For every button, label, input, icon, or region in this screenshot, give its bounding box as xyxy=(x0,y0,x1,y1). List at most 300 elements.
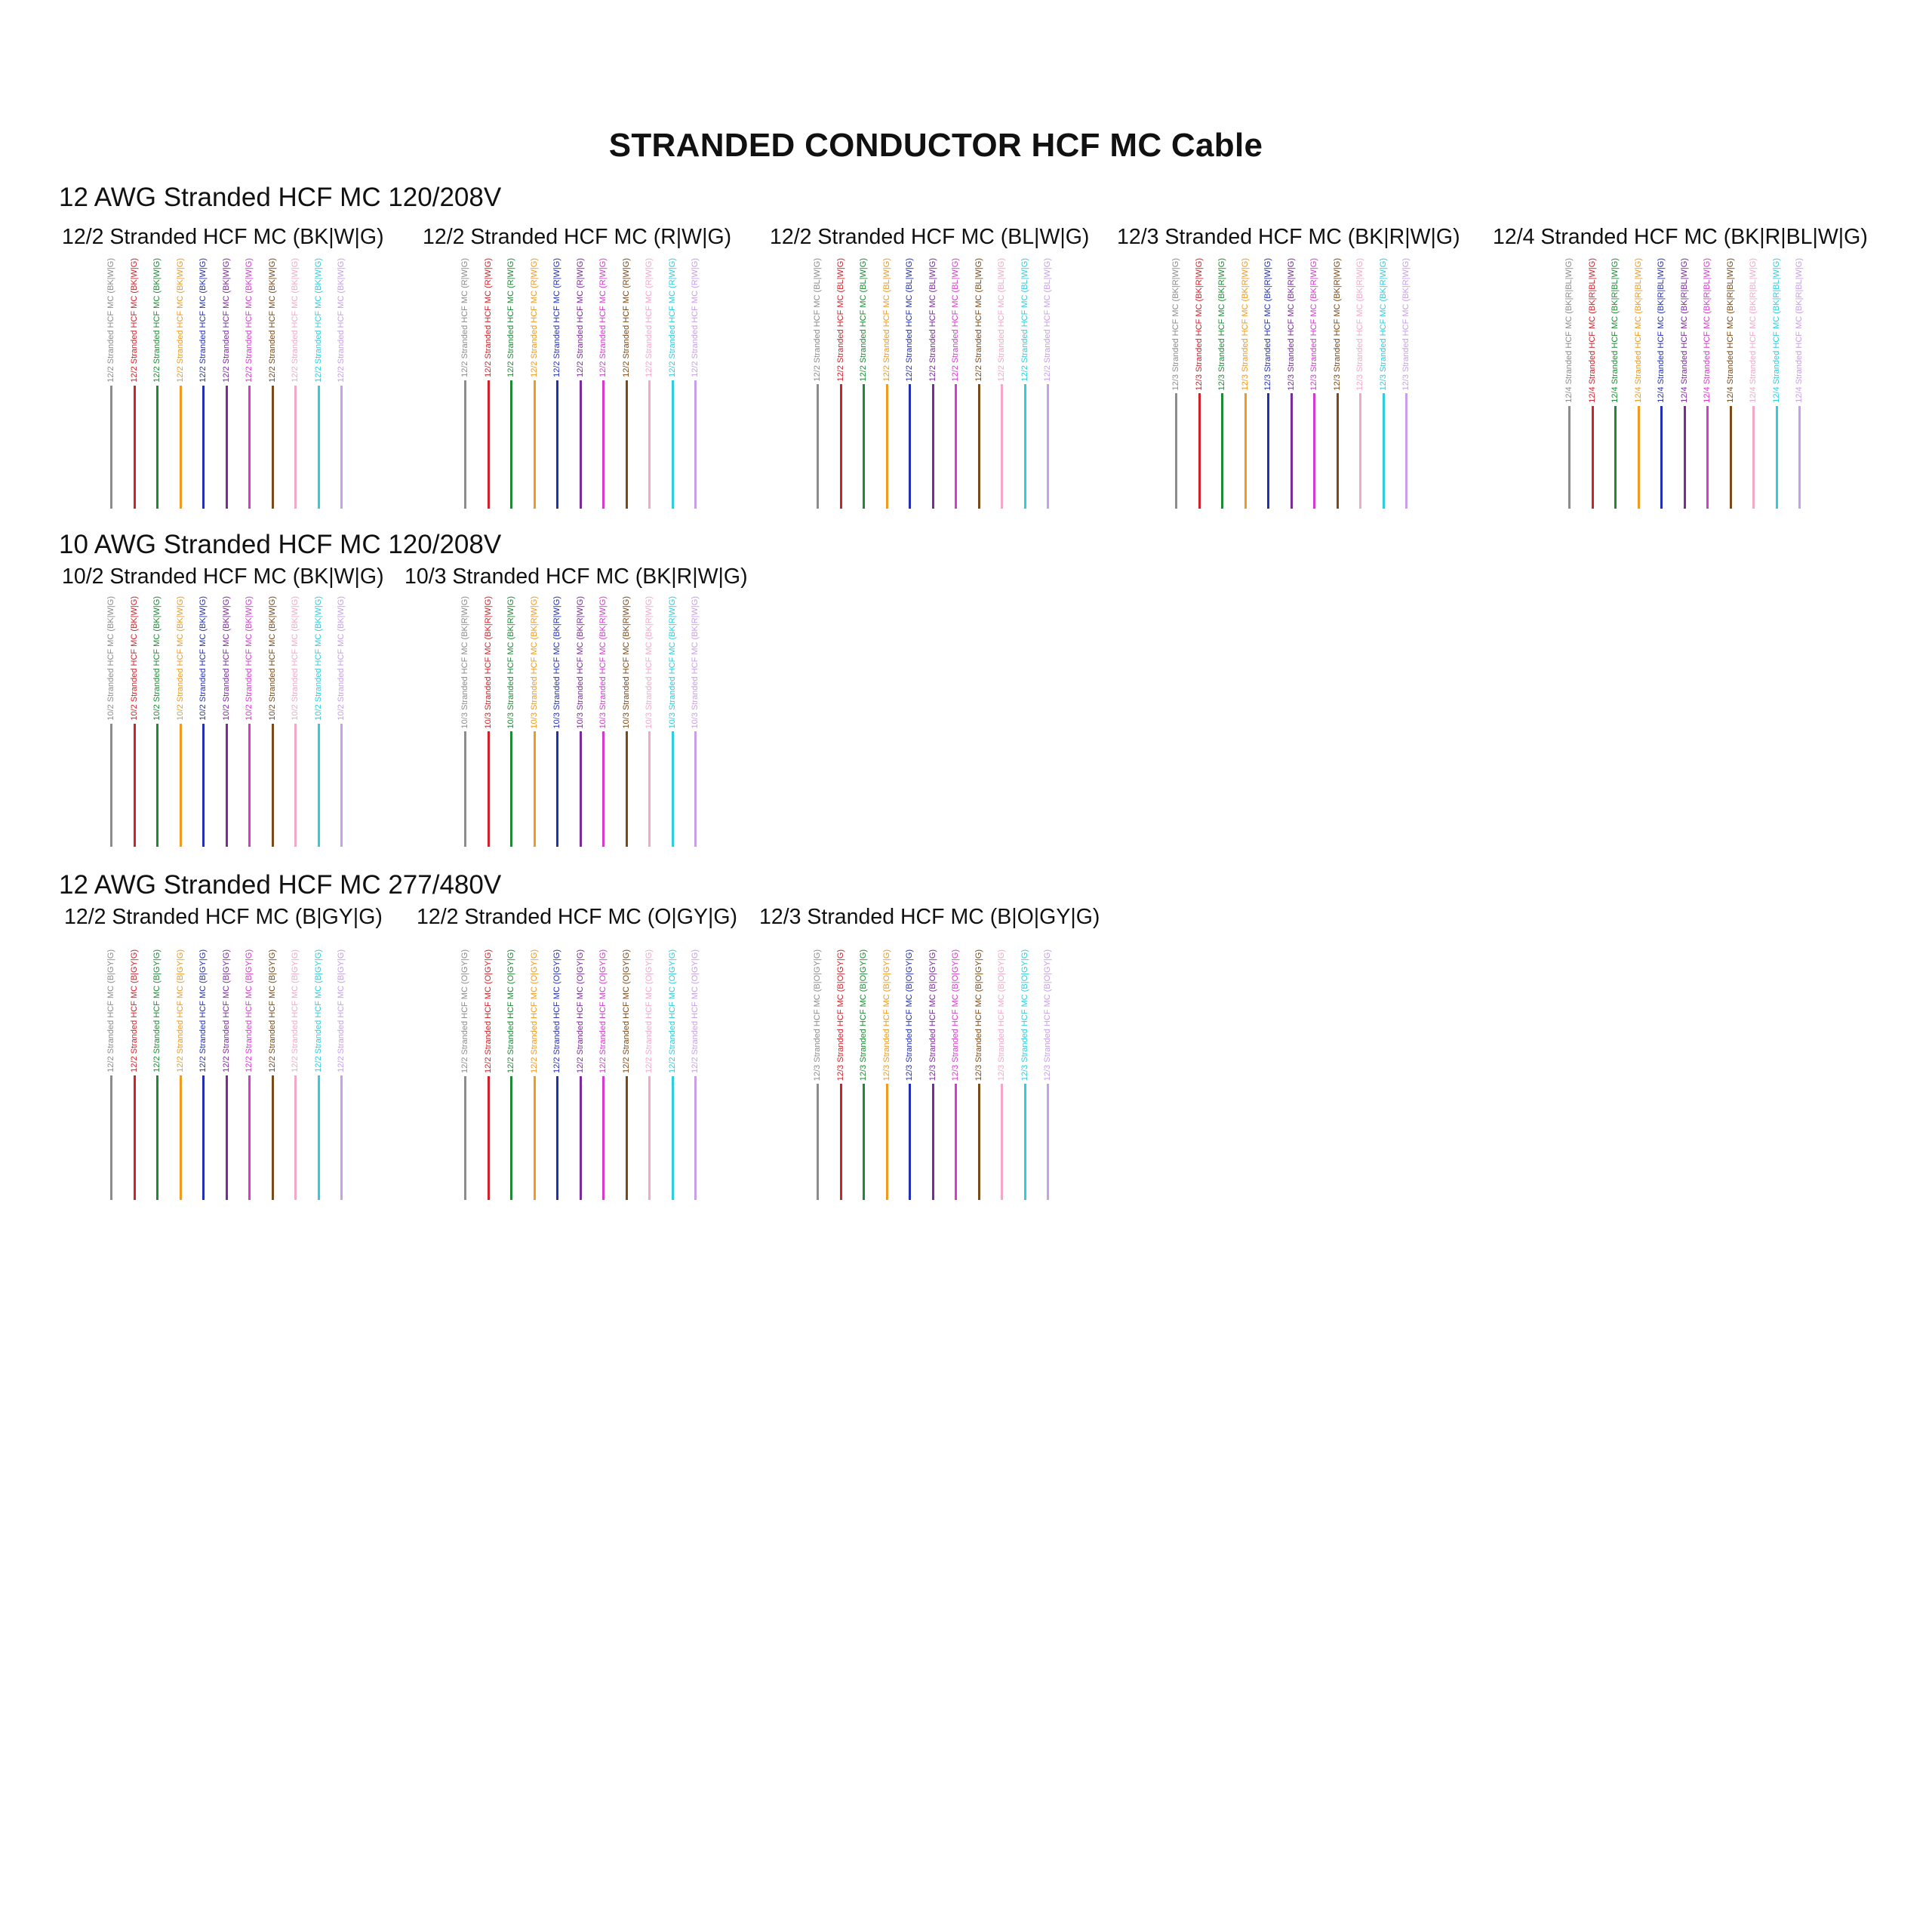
wire xyxy=(663,258,682,509)
wire-line xyxy=(648,1076,651,1200)
wire xyxy=(194,949,213,1200)
wire-line xyxy=(932,1084,934,1200)
wire-label: 10/3 Stranded HCF MC (BK|R|W|G) xyxy=(552,596,561,729)
wire-line xyxy=(510,1076,512,1200)
wire-label: 12/3 Stranded HCF MC (BK|R|W|G) xyxy=(1171,258,1180,391)
wire-line xyxy=(464,731,466,847)
wire xyxy=(263,596,282,847)
wire xyxy=(640,596,659,847)
wire-line xyxy=(1776,406,1778,509)
wire-label: 12/4 Stranded HCF MC (BK|R|BL|W|G) xyxy=(1611,258,1620,403)
wire xyxy=(571,596,590,847)
wire-label: 12/3 Stranded HCF MC (B|O|GY|G) xyxy=(928,949,937,1081)
wire-label: 12/2 Stranded HCF MC (B|GY|G) xyxy=(267,949,277,1072)
wire-label: 12/3 Stranded HCF MC (BK|R|W|G) xyxy=(1401,258,1411,391)
wire xyxy=(1190,258,1209,509)
wire-label: 12/3 Stranded HCF MC (BK|R|W|G) xyxy=(1355,258,1364,391)
wire-line xyxy=(294,386,297,509)
wire-label: 12/2 Stranded HCF MC (B|GY|G) xyxy=(152,949,162,1072)
wire xyxy=(332,596,351,847)
wire-line xyxy=(226,386,228,509)
wire-line xyxy=(886,1084,888,1200)
wire xyxy=(1374,258,1393,509)
wire-label: 12/3 Stranded HCF MC (B|O|GY|G) xyxy=(1043,949,1052,1081)
wire-line xyxy=(1244,393,1247,509)
wire-label: 12/2 Stranded HCF MC (R|W|G) xyxy=(621,258,631,377)
wire-label: 12/2 Stranded HCF MC (R|W|G) xyxy=(645,258,654,377)
wire-label: 12/2 Stranded HCF MC (B|GY|G) xyxy=(175,949,185,1072)
wire-label: 10/2 Stranded HCF MC (BK|W|G) xyxy=(152,596,162,721)
wire-label: 12/2 Stranded HCF MC (B|GY|G) xyxy=(291,949,300,1072)
wire-line xyxy=(1047,384,1049,509)
wire-line xyxy=(1660,406,1663,509)
wire xyxy=(1675,258,1694,509)
wire-label: 12/4 Stranded HCF MC (BK|R|BL|W|G) xyxy=(1771,258,1781,403)
wire xyxy=(1560,258,1579,509)
wire-line xyxy=(1798,406,1801,509)
wire-label: 12/3 Stranded HCF MC (B|O|GY|G) xyxy=(881,949,891,1081)
wire-label: 12/4 Stranded HCF MC (BK|R|BL|W|G) xyxy=(1657,258,1666,403)
wire xyxy=(525,258,544,509)
wire-label: 12/3 Stranded HCF MC (BK|R|W|G) xyxy=(1217,258,1226,391)
wire-label: 12/4 Stranded HCF MC (BK|R|BL|W|G) xyxy=(1633,258,1643,403)
wire xyxy=(900,258,919,509)
wire-label: 12/2 Stranded HCF MC (R|W|G) xyxy=(529,258,539,377)
wire xyxy=(1328,258,1347,509)
wire-line xyxy=(134,386,136,509)
wire-line xyxy=(510,731,512,847)
wire xyxy=(171,596,190,847)
wire-line xyxy=(1175,393,1177,509)
wire-line xyxy=(464,380,466,509)
wire-line xyxy=(248,724,251,847)
cable-label: 12/2 Stranded HCF MC (O|GY|G) xyxy=(417,905,738,929)
wire-line xyxy=(1638,406,1640,509)
wire-line xyxy=(318,1075,320,1200)
wire-line xyxy=(294,724,297,847)
wire-line xyxy=(1684,406,1686,509)
wire xyxy=(525,596,544,847)
wire-label: 12/2 Stranded HCF MC (BK|W|G) xyxy=(175,258,185,383)
wire xyxy=(1790,258,1809,509)
wire xyxy=(854,258,873,509)
wire xyxy=(148,949,167,1200)
wire-label: 12/3 Stranded HCF MC (B|O|GY|G) xyxy=(974,949,983,1081)
wire-label: 12/2 Stranded HCF MC (R|W|G) xyxy=(483,258,493,377)
wire xyxy=(309,596,328,847)
wire-line xyxy=(180,386,182,509)
wire-label: 10/2 Stranded HCF MC (BK|W|G) xyxy=(175,596,185,721)
wire-line xyxy=(909,1084,911,1200)
wire-label: 10/3 Stranded HCF MC (BK|R|W|G) xyxy=(460,596,469,729)
wire-label: 12/3 Stranded HCF MC (B|O|GY|G) xyxy=(1020,949,1029,1081)
wire-line xyxy=(1313,393,1315,509)
wire-label: 12/2 Stranded HCF MC (BK|W|G) xyxy=(245,258,254,383)
wire-line xyxy=(955,1084,957,1200)
wire-line xyxy=(1001,1084,1003,1200)
wire-label: 12/2 Stranded HCF MC (BK|W|G) xyxy=(221,258,231,383)
wire-line xyxy=(318,386,320,509)
wire-line xyxy=(817,384,819,509)
wire-label: 12/3 Stranded HCF MC (BK|R|W|G) xyxy=(1332,258,1342,391)
wire xyxy=(502,258,521,509)
wire-line xyxy=(534,1076,536,1200)
wire-label: 12/2 Stranded HCF MC (B|GY|G) xyxy=(337,949,346,1072)
wire xyxy=(1698,258,1717,509)
wire-line xyxy=(294,1075,297,1200)
wire-line xyxy=(1047,1084,1049,1200)
wire-label: 12/3 Stranded HCF MC (BK|R|W|G) xyxy=(1194,258,1204,391)
wire xyxy=(946,949,965,1200)
wire-label: 12/2 Stranded HCF MC (BK|W|G) xyxy=(152,258,162,383)
wire-label: 12/2 Stranded HCF MC (B|GY|G) xyxy=(245,949,254,1072)
wire xyxy=(102,258,121,509)
wire-label: 12/2 Stranded HCF MC (BL|W|G) xyxy=(974,258,983,382)
wire xyxy=(594,949,613,1200)
wire xyxy=(479,949,498,1200)
wire xyxy=(1236,258,1255,509)
wire-line xyxy=(672,380,674,509)
wire-label: 12/3 Stranded HCF MC (B|O|GY|G) xyxy=(835,949,845,1081)
wire-line xyxy=(134,1075,136,1200)
section-heading: 12 AWG Stranded HCF MC 120/208V xyxy=(59,183,502,212)
wire xyxy=(479,258,498,509)
wire xyxy=(992,949,1011,1200)
wire-line xyxy=(272,386,274,509)
wire-label: 12/2 Stranded HCF MC (R|W|G) xyxy=(552,258,561,377)
wire-label: 12/2 Stranded HCF MC (BL|W|G) xyxy=(905,258,914,382)
wire xyxy=(686,949,705,1200)
wire xyxy=(617,596,636,847)
wire-line xyxy=(156,724,158,847)
wire-label: 10/2 Stranded HCF MC (BK|W|G) xyxy=(221,596,231,721)
wire xyxy=(102,596,121,847)
wire-label: 12/4 Stranded HCF MC (BK|R|BL|W|G) xyxy=(1749,258,1758,403)
wire-label: 12/2 Stranded HCF MC (BK|W|G) xyxy=(198,258,208,383)
wire-line xyxy=(510,380,512,509)
cable-label: 10/2 Stranded HCF MC (BK|W|G) xyxy=(62,565,384,589)
wire xyxy=(217,949,236,1200)
wire-line xyxy=(626,380,628,509)
wire-line xyxy=(1405,393,1407,509)
wire-label: 12/2 Stranded HCF MC (BL|W|G) xyxy=(1043,258,1052,382)
wire-label: 12/2 Stranded HCF MC (O|GY|G) xyxy=(575,949,585,1074)
cable-label: 12/3 Stranded HCF MC (B|O|GY|G) xyxy=(759,905,1100,929)
wire-label: 12/2 Stranded HCF MC (BK|W|G) xyxy=(129,258,139,383)
wire-line xyxy=(1752,406,1755,509)
wire-line xyxy=(202,724,205,847)
wire-line xyxy=(648,731,651,847)
wire xyxy=(171,258,190,509)
wire xyxy=(1583,258,1602,509)
wire xyxy=(970,258,989,509)
wire-line xyxy=(817,1084,819,1200)
wire-line xyxy=(1337,393,1339,509)
wire-line xyxy=(340,386,343,509)
wire-label: 12/2 Stranded HCF MC (BL|W|G) xyxy=(951,258,960,382)
wire-line xyxy=(272,1075,274,1200)
wire xyxy=(900,949,919,1200)
wire-label: 12/3 Stranded HCF MC (B|O|GY|G) xyxy=(905,949,914,1081)
wire-line xyxy=(840,1084,842,1200)
wire-label: 12/2 Stranded HCF MC (BK|W|G) xyxy=(337,258,346,383)
wire-label: 10/3 Stranded HCF MC (BK|R|W|G) xyxy=(645,596,654,729)
section-heading: 10 AWG Stranded HCF MC 120/208V xyxy=(59,530,502,559)
wire xyxy=(1259,258,1278,509)
wire-label: 12/2 Stranded HCF MC (B|GY|G) xyxy=(129,949,139,1072)
wire-label: 12/2 Stranded HCF MC (BL|W|G) xyxy=(928,258,937,382)
wire-line xyxy=(110,386,112,509)
wire-label: 12/2 Stranded HCF MC (BK|W|G) xyxy=(291,258,300,383)
wire xyxy=(686,258,705,509)
wire xyxy=(878,949,897,1200)
wire-line xyxy=(648,380,651,509)
wire-label: 12/2 Stranded HCF MC (R|W|G) xyxy=(691,258,700,377)
wire-label: 12/2 Stranded HCF MC (BK|W|G) xyxy=(313,258,323,383)
wire xyxy=(571,258,590,509)
wire-label: 10/3 Stranded HCF MC (BK|R|W|G) xyxy=(598,596,608,729)
cable-label: 12/2 Stranded HCF MC (B|GY|G) xyxy=(64,905,383,929)
wire-line xyxy=(180,1075,182,1200)
wire-label: 12/3 Stranded HCF MC (BK|R|W|G) xyxy=(1240,258,1250,391)
wire xyxy=(970,949,989,1200)
wire-line xyxy=(1730,406,1732,509)
wire-label: 12/2 Stranded HCF MC (O|GY|G) xyxy=(483,949,493,1074)
wire xyxy=(617,258,636,509)
wire-line xyxy=(226,1075,228,1200)
wire xyxy=(854,949,873,1200)
wire-line xyxy=(694,731,697,847)
wire-label: 10/2 Stranded HCF MC (BK|W|G) xyxy=(198,596,208,721)
wire xyxy=(640,258,659,509)
wire xyxy=(286,596,305,847)
wire xyxy=(1397,258,1416,509)
wire xyxy=(663,596,682,847)
wire-line xyxy=(1221,393,1223,509)
wire-line xyxy=(863,1084,865,1200)
wire xyxy=(502,949,521,1200)
wire xyxy=(456,949,475,1200)
wire-label: 12/4 Stranded HCF MC (BK|R|BL|W|G) xyxy=(1679,258,1689,403)
wire-label: 12/3 Stranded HCF MC (BK|R|W|G) xyxy=(1378,258,1388,391)
wire-line xyxy=(488,380,490,509)
cable-label: 12/2 Stranded HCF MC (BL|W|G) xyxy=(770,225,1090,249)
wire-label: 12/2 Stranded HCF MC (R|W|G) xyxy=(575,258,585,377)
wire xyxy=(808,258,827,509)
wire xyxy=(286,258,305,509)
wire xyxy=(808,949,827,1200)
wire-label: 12/2 Stranded HCF MC (O|GY|G) xyxy=(645,949,654,1074)
wire-label: 12/2 Stranded HCF MC (O|GY|G) xyxy=(667,949,677,1074)
wire-label: 12/2 Stranded HCF MC (R|W|G) xyxy=(598,258,608,377)
wire xyxy=(1744,258,1763,509)
wire-line xyxy=(134,724,136,847)
wire-label: 12/4 Stranded HCF MC (BK|R|BL|W|G) xyxy=(1564,258,1574,403)
wire-line xyxy=(580,731,582,847)
wire-label: 12/2 Stranded HCF MC (BL|W|G) xyxy=(997,258,1006,382)
wire xyxy=(924,949,943,1200)
wire xyxy=(878,258,897,509)
wire xyxy=(663,949,682,1200)
wire xyxy=(240,949,259,1200)
wire-label: 12/2 Stranded HCF MC (B|GY|G) xyxy=(106,949,115,1072)
wire-label: 12/3 Stranded HCF MC (B|O|GY|G) xyxy=(997,949,1006,1081)
wire xyxy=(1351,258,1370,509)
wire xyxy=(286,949,305,1200)
wire-line xyxy=(488,1076,490,1200)
wire-line xyxy=(580,380,582,509)
wire-label: 12/3 Stranded HCF MC (BK|R|W|G) xyxy=(1286,258,1296,391)
wire-label: 12/4 Stranded HCF MC (BK|R|BL|W|G) xyxy=(1795,258,1804,403)
wire-label: 12/2 Stranded HCF MC (B|GY|G) xyxy=(221,949,231,1072)
wire-line xyxy=(955,384,957,509)
wire-line xyxy=(932,384,934,509)
wire-line xyxy=(202,1075,205,1200)
wire-line xyxy=(580,1076,582,1200)
wire xyxy=(1767,258,1786,509)
wire-line xyxy=(488,731,490,847)
wire-line xyxy=(626,731,628,847)
wire-line xyxy=(156,386,158,509)
wire-line xyxy=(248,386,251,509)
wire-label: 12/2 Stranded HCF MC (O|GY|G) xyxy=(506,949,515,1074)
cable-label: 12/3 Stranded HCF MC (BK|R|W|G) xyxy=(1117,225,1460,249)
wire-line xyxy=(840,384,842,509)
wire xyxy=(1305,258,1324,509)
wire-label: 12/2 Stranded HCF MC (R|W|G) xyxy=(667,258,677,377)
cable-label: 12/2 Stranded HCF MC (R|W|G) xyxy=(423,225,732,249)
wire-label: 12/2 Stranded HCF MC (R|W|G) xyxy=(460,258,469,377)
wire-label: 10/2 Stranded HCF MC (BK|W|G) xyxy=(106,596,115,721)
wire-line xyxy=(1267,393,1269,509)
wire-line xyxy=(672,731,674,847)
section-heading: 12 AWG Stranded HCF MC 277/480V xyxy=(59,870,502,900)
wire xyxy=(217,596,236,847)
wire-line xyxy=(863,384,865,509)
wire-line xyxy=(318,724,320,847)
wire xyxy=(502,596,521,847)
wire xyxy=(1721,258,1740,509)
wire xyxy=(102,949,121,1200)
wire xyxy=(1016,949,1035,1200)
wire-label: 12/4 Stranded HCF MC (BK|R|BL|W|G) xyxy=(1587,258,1597,403)
wire xyxy=(125,949,144,1200)
wire-label: 10/3 Stranded HCF MC (BK|R|W|G) xyxy=(691,596,700,729)
cable-label: 12/2 Stranded HCF MC (BK|W|G) xyxy=(62,225,384,249)
wire-line xyxy=(978,1084,980,1200)
wire-line xyxy=(1614,406,1617,509)
wire xyxy=(148,258,167,509)
wire xyxy=(194,596,213,847)
cable-label: 10/3 Stranded HCF MC (BK|R|W|G) xyxy=(405,565,748,589)
wire xyxy=(617,949,636,1200)
wire-label: 10/3 Stranded HCF MC (BK|R|W|G) xyxy=(483,596,493,729)
wire-line xyxy=(1359,393,1361,509)
wire-line xyxy=(226,724,228,847)
wire-line xyxy=(464,1076,466,1200)
wire xyxy=(125,258,144,509)
wire xyxy=(946,258,965,509)
wire-label: 10/3 Stranded HCF MC (BK|R|W|G) xyxy=(529,596,539,729)
wire xyxy=(594,258,613,509)
cable-label: 12/4 Stranded HCF MC (BK|R|BL|W|G) xyxy=(1493,225,1868,249)
wire-label: 10/2 Stranded HCF MC (BK|W|G) xyxy=(129,596,139,721)
wire-line xyxy=(1024,1084,1026,1200)
wire-line xyxy=(340,1075,343,1200)
wire-line xyxy=(1024,384,1026,509)
wire-label: 12/3 Stranded HCF MC (BK|R|W|G) xyxy=(1309,258,1318,391)
wire xyxy=(548,596,567,847)
wire-label: 10/2 Stranded HCF MC (BK|W|G) xyxy=(267,596,277,721)
wire xyxy=(479,596,498,847)
wire-line xyxy=(602,380,605,509)
wire xyxy=(1282,258,1301,509)
wire xyxy=(1038,949,1057,1200)
wire xyxy=(832,949,851,1200)
wire-label: 12/3 Stranded HCF MC (B|O|GY|G) xyxy=(813,949,822,1081)
wire-line xyxy=(340,724,343,847)
wire xyxy=(525,949,544,1200)
wire xyxy=(548,949,567,1200)
wire xyxy=(640,949,659,1200)
wire xyxy=(1629,258,1648,509)
wire xyxy=(1167,258,1186,509)
wire-label: 12/2 Stranded HCF MC (BL|W|G) xyxy=(881,258,891,382)
wire-label: 12/3 Stranded HCF MC (B|O|GY|G) xyxy=(859,949,868,1081)
wire xyxy=(1606,258,1625,509)
wire-line xyxy=(248,1075,251,1200)
wire-label: 10/2 Stranded HCF MC (BK|W|G) xyxy=(337,596,346,721)
wire xyxy=(309,258,328,509)
wire xyxy=(240,258,259,509)
wire-line xyxy=(110,1075,112,1200)
wire-label: 10/2 Stranded HCF MC (BK|W|G) xyxy=(245,596,254,721)
wire-line xyxy=(602,731,605,847)
wire xyxy=(832,258,851,509)
wire-label: 12/2 Stranded HCF MC (B|GY|G) xyxy=(313,949,323,1072)
wire xyxy=(217,258,236,509)
wire-label: 12/2 Stranded HCF MC (O|GY|G) xyxy=(460,949,469,1074)
wire xyxy=(548,258,567,509)
wire-label: 12/2 Stranded HCF MC (BL|W|G) xyxy=(1020,258,1029,382)
wire-line xyxy=(272,724,274,847)
wire-line xyxy=(556,380,558,509)
wire-label: 12/2 Stranded HCF MC (O|GY|G) xyxy=(691,949,700,1074)
wire-line xyxy=(180,724,182,847)
wire-label: 12/2 Stranded HCF MC (O|GY|G) xyxy=(621,949,631,1074)
wire-label: 12/3 Stranded HCF MC (B|O|GY|G) xyxy=(951,949,960,1081)
wire-label: 12/2 Stranded HCF MC (O|GY|G) xyxy=(529,949,539,1074)
wire-line xyxy=(672,1076,674,1200)
wire-line xyxy=(1001,384,1003,509)
wire-line xyxy=(110,724,112,847)
wire-line xyxy=(978,384,980,509)
wire xyxy=(240,596,259,847)
wire-label: 12/2 Stranded HCF MC (R|W|G) xyxy=(506,258,515,377)
wire xyxy=(148,596,167,847)
wire-line xyxy=(694,380,697,509)
wire xyxy=(1016,258,1035,509)
wire-label: 12/2 Stranded HCF MC (BL|W|G) xyxy=(835,258,845,382)
wire xyxy=(263,258,282,509)
wire-line xyxy=(202,386,205,509)
wire-line xyxy=(1383,393,1385,509)
wire xyxy=(571,949,590,1200)
wire-label: 10/3 Stranded HCF MC (BK|R|W|G) xyxy=(667,596,677,729)
wire-line xyxy=(156,1075,158,1200)
wire-line xyxy=(1291,393,1293,509)
wire-label: 12/2 Stranded HCF MC (BK|W|G) xyxy=(106,258,115,383)
